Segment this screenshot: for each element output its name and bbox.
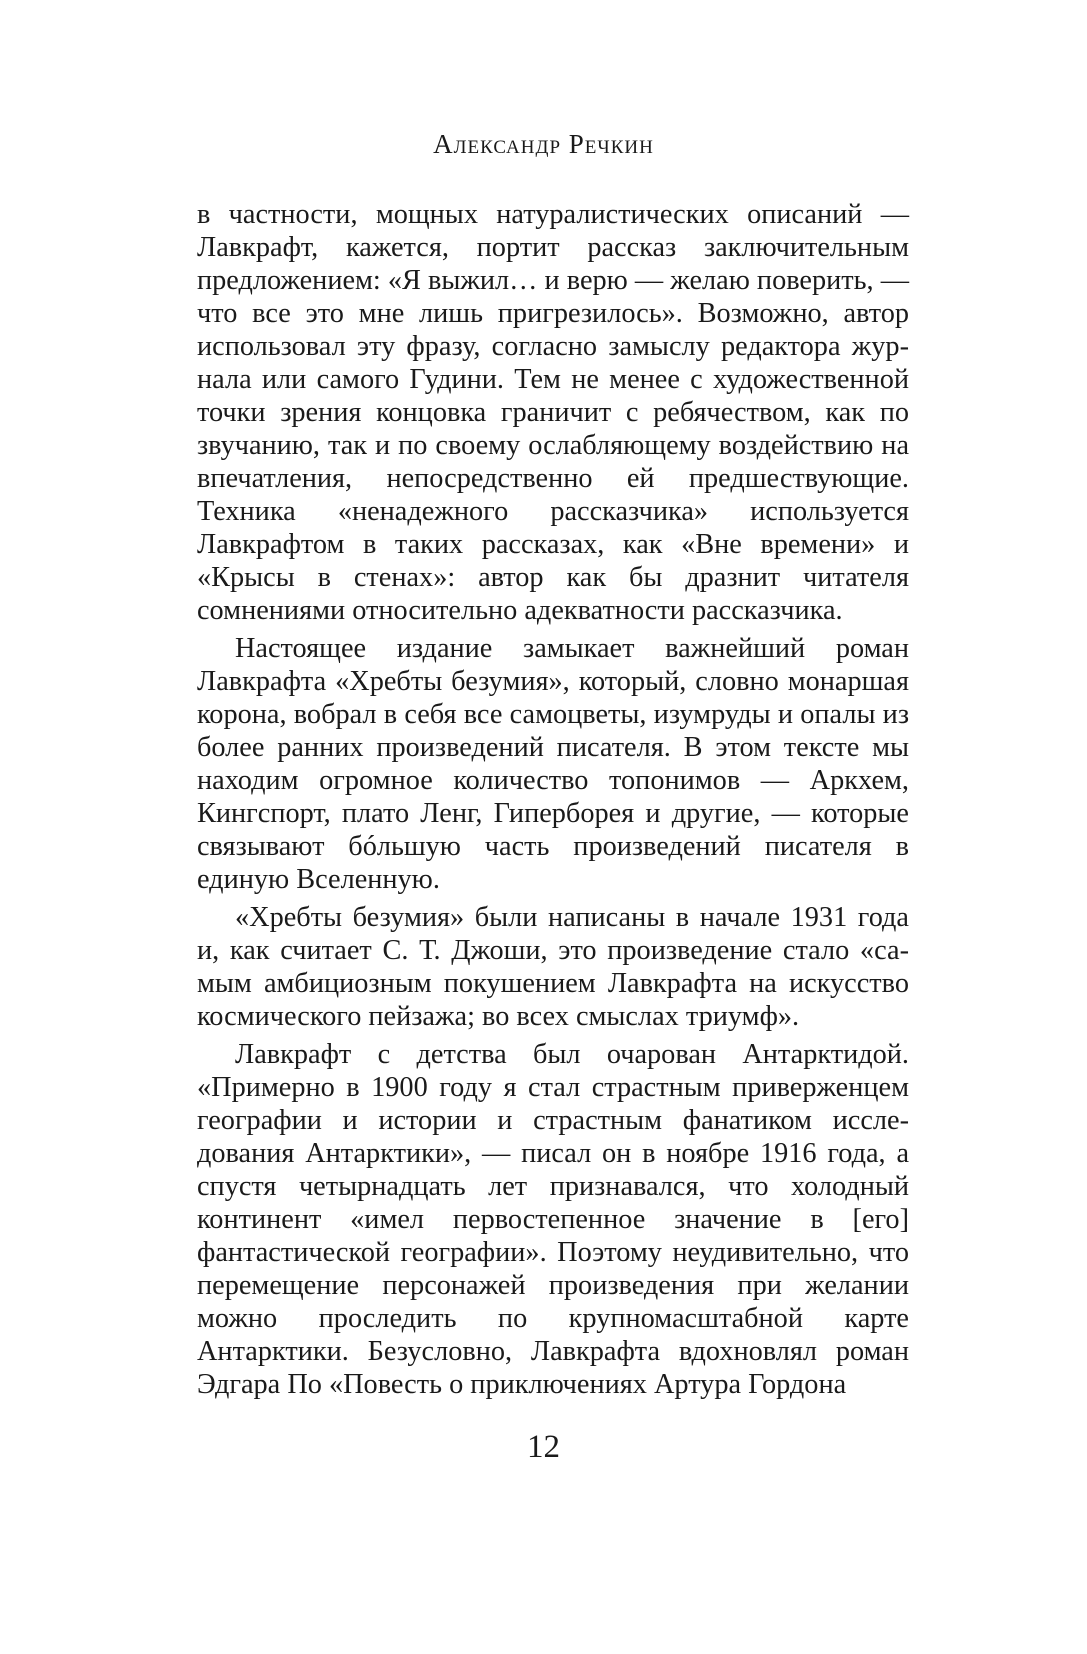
body-text: [197, 198, 909, 1401]
paragraph-2: Настоящее издание замыкает важнейший роман Лавкрафта «Хребты безумия», который, словно монаршая корона, вобрал в себя все самоцветы, изумруды и опалы из более ранних произведений писателя. В этом тексте мы находим огромное количество топонимов — Аркхем, Кингспорт, плато Ленг, Гиперборея и другие, — которые связывают бóльшую часть произведений писателя в единую Вселенную.: [197, 633, 909, 895]
paragraph-3: «Хребты безумия» были написаны в начале 1931 года и, как считает С. Т. Джоши, это произведение стало «самым амбициозным покушением Лавкрафта на искусство космического пейзажа; во всех смыслах триумф».: [197, 902, 909, 1032]
paragraph-1: в частности, мощных натуралистических описаний — Лавкрафт, кажется, портит рассказ заключительным предложением: «Я выжил… и верю — желаю поверить, — что все это мне лишь пригрезилось». Возможно, автор использовал эту фразу, согласно замыслу редактора журнала или самого Гудини. Тем не менее с художественной точки зрения концовка граничит с ребячеством, как по звучанию, так и по своему ослабляющему воздействию на впечатления, непосредственно ей предшествующие. Техника «ненадежного рассказчика» используется Лавкрафтом в таких рассказах, как «Вне времени» и «Крысы в стенах»: автор как бы дразнит читателя сомнениями относительно адекватности рассказчика.: [197, 199, 909, 626]
paragraph-4: Лавкрафт с детства был очарован Антарктидой. «Примерно в 1900 году я стал страстным приверженцем географии и истории и страстным фанатиком исследования Антарктики», — писал он в ноябре 1916 года, а спустя четырнадцать лет признавался, что холодный континент «имел первостепенное значение в [его] фантастической географии». Поэтому неудивительно, что перемещение персонажей произведения при желании можно проследить по крупномасштабной карте Антарктики. Безусловно, Лавкрафта вдохновлял роман Эдгара По «Повесть о приключениях Артура Гордона: [197, 1039, 909, 1400]
running-header: Александр Речкин: [433, 129, 654, 159]
page-number: 12: [527, 1429, 560, 1465]
